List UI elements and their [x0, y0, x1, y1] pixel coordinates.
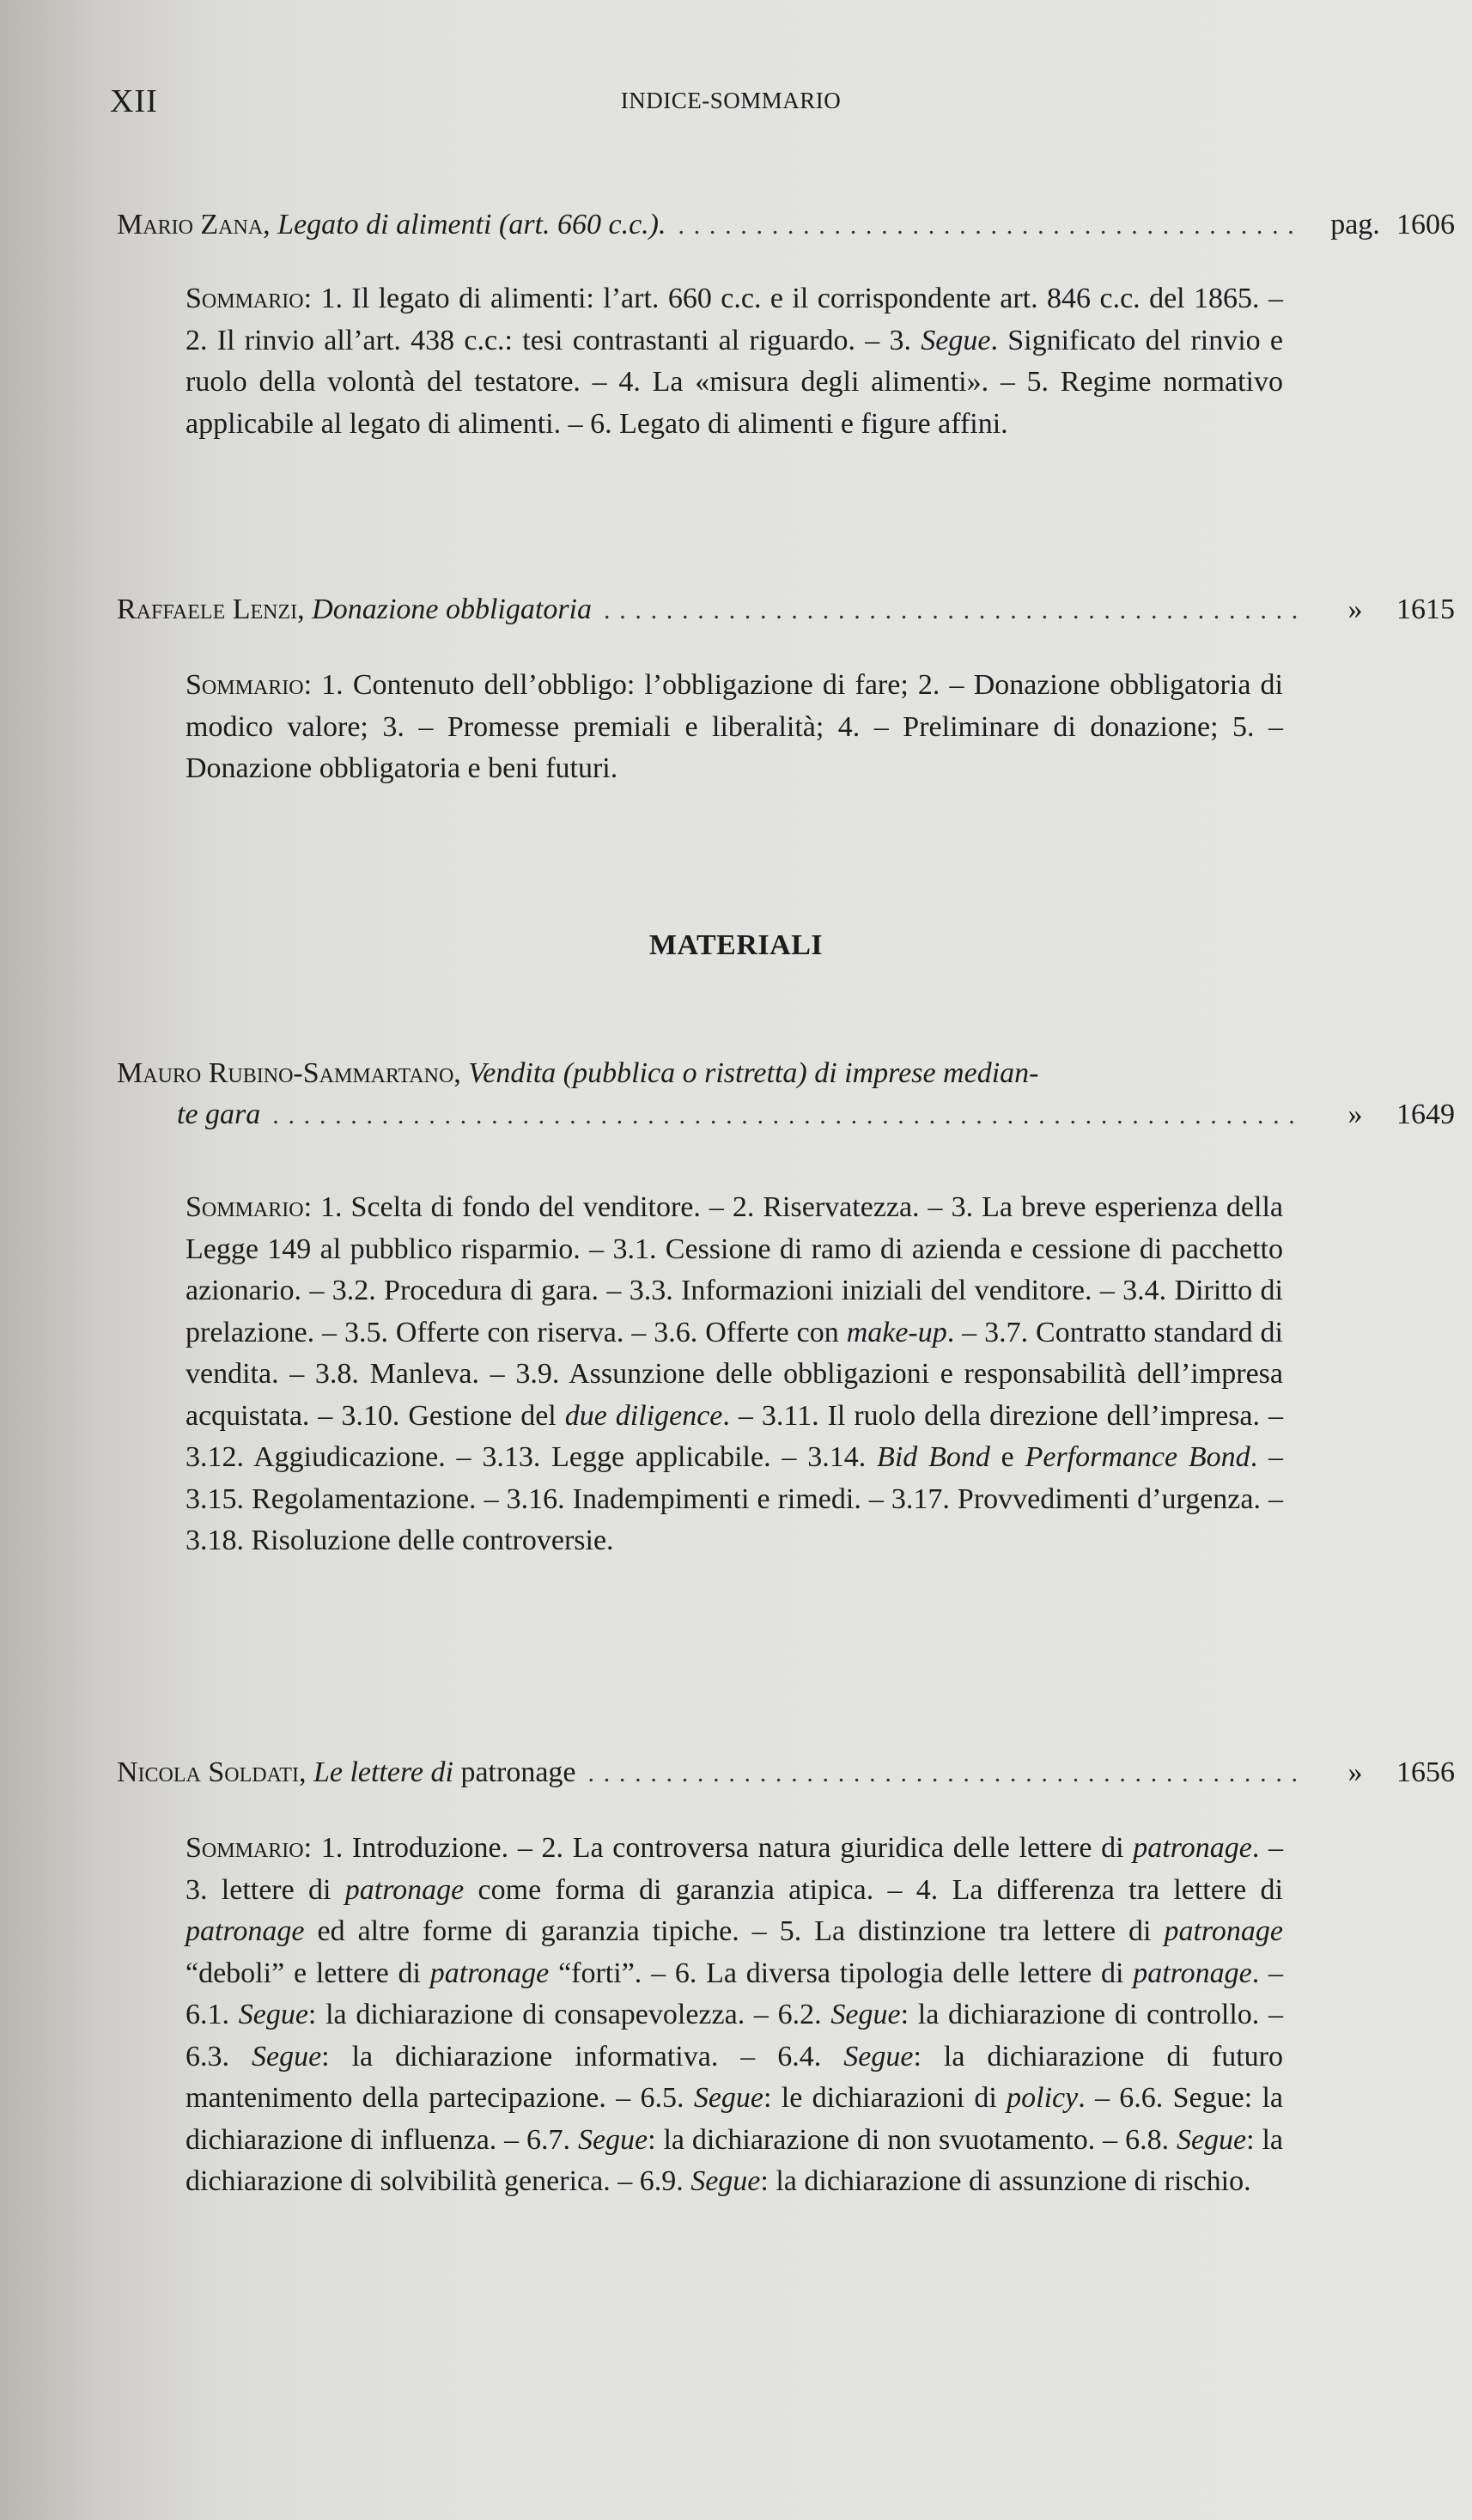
author-separator: , — [453, 1057, 469, 1089]
page-label: pag. — [1330, 209, 1380, 240]
toc-entry-line — [117, 1053, 1453, 1094]
toc-entry-line — [117, 589, 1453, 631]
entry-author: Mario Zana — [117, 209, 264, 240]
page-reference — [1314, 204, 1453, 246]
page-label: » — [1347, 593, 1363, 625]
toc-entry — [117, 1053, 1453, 1136]
entry-title — [313, 1752, 576, 1793]
entry-author: Nicola Soldati — [117, 1756, 299, 1788]
page-number: 1606 — [1396, 209, 1455, 240]
toc-entry-line — [117, 204, 1453, 247]
entry-title: Legato di alimenti (art. 660 c.c.). — [277, 209, 666, 240]
summary-label: Sommario: — [186, 1832, 313, 1864]
dot-leader — [272, 1095, 1299, 1136]
author-separator: , — [263, 209, 278, 240]
entry-title-continuation: te gara — [177, 1099, 261, 1130]
page-folio: XII — [110, 83, 158, 119]
running-head — [110, 82, 1352, 125]
entry-summary: Sommario: 1. Scelta di fondo del venditore. – 2. Riservatezza. – 3. La breve esperienza della Legge 149 al pubblico risparmio. – 3.1. Cessione di ramo di azienda e cessione di pacchetto azionario. – 3.2. Procedura di gara. – 3.3. Informazioni iniziali del venditore. – 3.4. Diritto di prelazione. – 3.5. Offerte con riserva. – 3.6. Offerte con make-up. – 3.7. Contratto standard di vendita. – 3.8. Manleva. – 3.9. Assunzione delle obbligazioni e responsabilità dell’impresa acquistata. – 3.10. Gestione del due diligence. – 3.11. Il ruolo della direzione dell’impresa. – 3.12. Aggiudicazione. – 3.13. Legge applicabile. – 3.14. Bid Bond e Performance Bond. – 3.15. Regolamentazione. – 3.16. Inadempimenti e rimedi. – 3.17. Provvedimenti d’urgenza. – 3.18. Risoluzione delle controversie. — [186, 1191, 1284, 1556]
entry-title: Donazione obbligatoria — [312, 593, 592, 625]
entry-title: Vendita (pubblica o ristretta) di imprese median- — [468, 1057, 1039, 1089]
toc-entry-line — [117, 1752, 1453, 1794]
page-reference — [1314, 1094, 1453, 1135]
page-reference — [1314, 1752, 1453, 1793]
toc-entry — [117, 589, 1453, 631]
author-separator: , — [297, 593, 313, 625]
entry-author: Mauro Rubino-Sammartano — [117, 1057, 454, 1089]
page-number: 1656 — [1396, 1756, 1455, 1788]
entry-title-roman: patronage — [460, 1756, 576, 1788]
toc-entry — [117, 1752, 1453, 1794]
entry-summary: Sommario: 1. Introduzione. – 2. La controversa natura giuridica delle lettere di patronage. – 3. lettere di patronage come forma di garanzia atipica. – 4. La differenza tra lettere di patronage ed altre forme di garanzia tipiche. – 5. La distinzione tra lettere di patronage “deboli” e lettere di patronage “forti”. – 6. La diversa tipologia delle lettere di patronage. – 6.1. Segue: la dichiarazione di consapevolezza. – 6.2. Segue: la dichiarazione di controllo. – 6.3. Segue: la dichiarazione informativa. – 6.4. Segue: la dichiarazione di futuro mantenimento della partecipazione. – 6.5. Segue: le dichiarazioni di policy. – 6.6. Segue: la dichiarazione di influenza. – 6.7. Segue: la dichiarazione di non svuotamento. – 6.8. Segue: la dichiarazione di solvibilità generica. – 6.9. Segue: la dichiarazione di assunzione di rischio. — [186, 1832, 1284, 2197]
entry-summary: Sommario: 1. Contenuto dell’obbligo: l’obbligazione di fare; 2. – Donazione obbligatoria di modico valore; 3. – Promesse premiali e liberalità; 4. – Preliminare di donazione; 5. – Donazione obbligatoria e beni futuri. — [186, 669, 1283, 784]
author-separator: , — [298, 1756, 313, 1788]
section-heading: MATERIALI — [648, 929, 824, 961]
page-label: » — [1347, 1756, 1363, 1788]
page-number: 1615 — [1396, 593, 1455, 625]
entry-title-italic: Le lettere di — [313, 1756, 453, 1788]
dot-leader — [678, 205, 1299, 247]
dot-leader — [604, 590, 1299, 631]
toc-entry-continuation — [117, 1094, 1453, 1136]
page-number: 1649 — [1396, 1099, 1455, 1130]
summary-label: Sommario: — [186, 283, 313, 314]
running-head-title: INDICE-SOMMARIO — [620, 88, 842, 113]
page-label: » — [1347, 1099, 1363, 1130]
toc-entry — [117, 204, 1453, 247]
dot-leader — [588, 1753, 1299, 1794]
page-reference — [1314, 589, 1453, 630]
entry-summary: Sommario: 1. Il legato di alimenti: l’art. 660 c.c. e il corrispondente art. 846 c.c. del 1865. – 2. Il rinvio all’art. 438 c.c.: tesi contrastanti al riguardo. – 3. Segue. Significato del rinvio e ruolo della volontà del testatore. – 4. La «misura degli alimenti». – 5. Regime normativo applicabile al legato di alimenti. – 6. Legato di alimenti e figure affini. — [186, 283, 1283, 440]
entry-author: Raffaele Lenzi — [117, 593, 298, 625]
summary-label: Sommario: — [186, 669, 313, 701]
summary-label: Sommario: — [186, 1191, 313, 1223]
